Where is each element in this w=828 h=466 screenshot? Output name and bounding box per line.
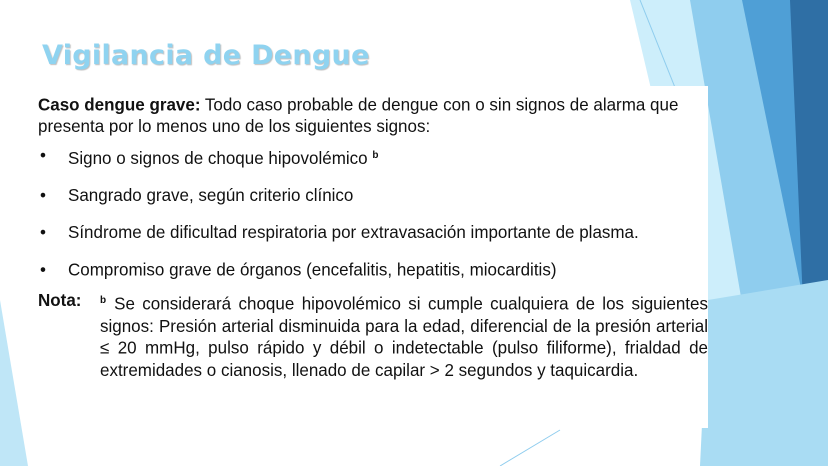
bullet-icon: • — [40, 145, 46, 166]
left-accent-shape — [0, 300, 28, 466]
list-item-text: Signo o signos de choque hipovolémico — [68, 148, 373, 169]
footnote-marker: b — [100, 294, 107, 307]
list-item-text: Compromiso grave de órganos (encefalitis, hepatitis, miocarditis) — [68, 259, 557, 280]
intro-paragraph — [38, 94, 708, 137]
footnote-marker: b — [372, 149, 379, 161]
bullet-icon: • — [40, 185, 46, 206]
slide-title: Vigilancia de Dengue — [42, 40, 370, 71]
list-item — [38, 222, 708, 244]
document-image — [38, 94, 708, 381]
signs-list — [38, 144, 708, 280]
right-accent-bottom — [700, 280, 828, 466]
list-item — [38, 259, 708, 281]
intro-bold: Caso dengue grave: — [38, 95, 201, 115]
intro-text: Todo caso probable de dengue con o sin signos de alarma que presenta por lo menos uno de los siguientes signos: — [38, 95, 679, 137]
list-item-text: Sangrado grave, según criterio clínico — [68, 185, 354, 206]
note-block — [38, 290, 708, 382]
note-label: Nota: — [38, 290, 82, 311]
note-body: Se considerará choque hipovolémico si cumple cualquiera de los siguientes signos: Presión arterial disminuida para la edad, diferencial de la presión arterial ≤ 20 mmHg, pulso rápido y débil o indetectable (pulso filiforme), frialdad de extremidades o cianosis, llenado de capilar > 2 segundos y taquicardia. — [100, 293, 708, 380]
list-item — [38, 185, 708, 207]
bullet-icon: • — [40, 222, 46, 243]
list-item-text: Síndrome de dificultad respiratoria por extravasación importante de plasma. — [68, 222, 639, 243]
list-item — [38, 144, 708, 169]
bullet-icon: • — [40, 259, 46, 280]
note-text — [100, 290, 708, 382]
accent-line-bottom — [500, 430, 560, 466]
